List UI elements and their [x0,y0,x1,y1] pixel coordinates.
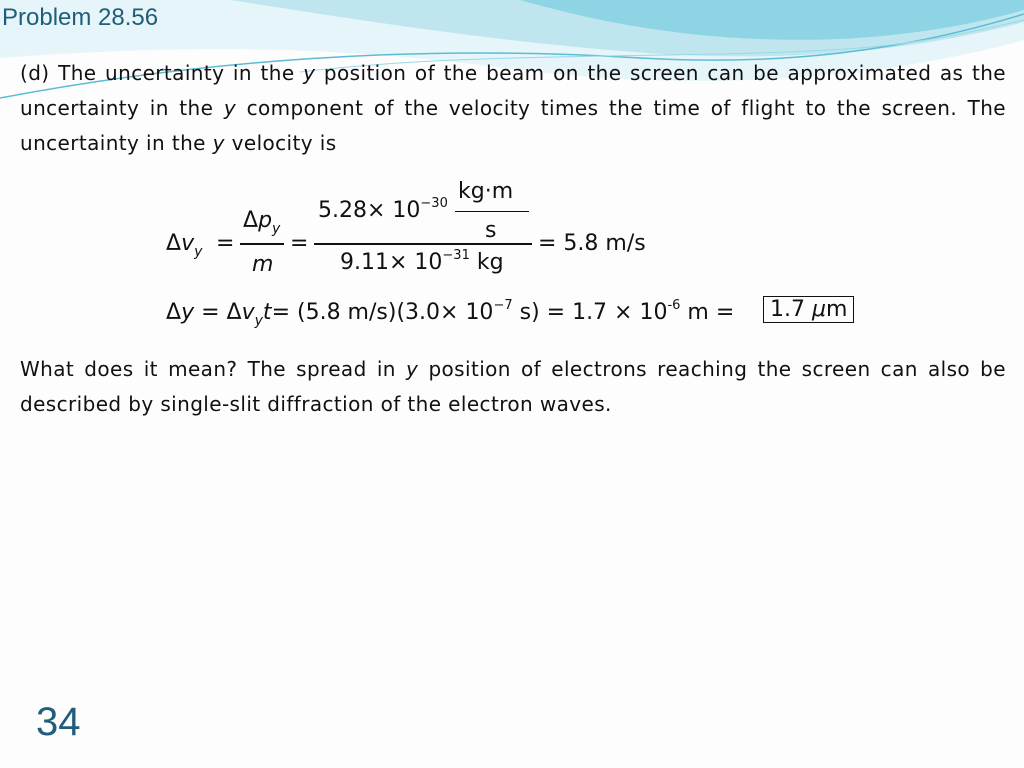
paragraph-text: velocity is [224,131,337,155]
boxed-answer: 1.7 μm [763,296,854,323]
denominator-value: $9.11\times 10^{-31}$ kg [340,248,504,275]
numerator-value: $5.28\times 10^{-30}$ [318,196,448,223]
frac1-numerator: $\Delta p_y$ [243,208,281,237]
variable-y: y [223,96,237,120]
page-number: 34 [36,700,81,744]
paragraph-text: component of the velocity times the time of flight to the screen. The uncertainty in the [20,96,1006,155]
equals-sign: = [216,231,235,256]
paragraph-interpretation [20,352,1006,422]
unit-numerator: kg·m [458,179,514,204]
paragraph-text: position of electrons reaching the screen can also be described by single-slit diffraction of the electron waves. [20,357,1006,416]
variable-y: y [212,131,225,155]
variable-y: y [406,357,419,381]
variable-y: y [303,61,316,85]
eq2-expression: $\Delta y = \Delta v_yt= (5.8$ $m/s)(3.0\times 10^{-7}$ $s) = 1.7 \times 10^{-6}$ m = [166,298,735,329]
eq1-lhs: $\Delta v_y$ [166,231,203,260]
slide-title: Problem 28.56 [2,4,159,31]
paragraph-text: position of the beam on the screen can be approximated as the uncertainty in the [20,61,1006,120]
paragraph-text: (d) The uncertainty in the [20,61,304,85]
velocity-result: = 5.8 m/s [538,231,646,256]
equals-sign: = [290,231,309,256]
frac1-denominator: m [252,252,274,277]
equation-position-uncertainty [0,0,1024,340]
paragraph-text: What does it mean? The spread in [20,357,407,381]
unit-denominator: s [485,218,497,243]
